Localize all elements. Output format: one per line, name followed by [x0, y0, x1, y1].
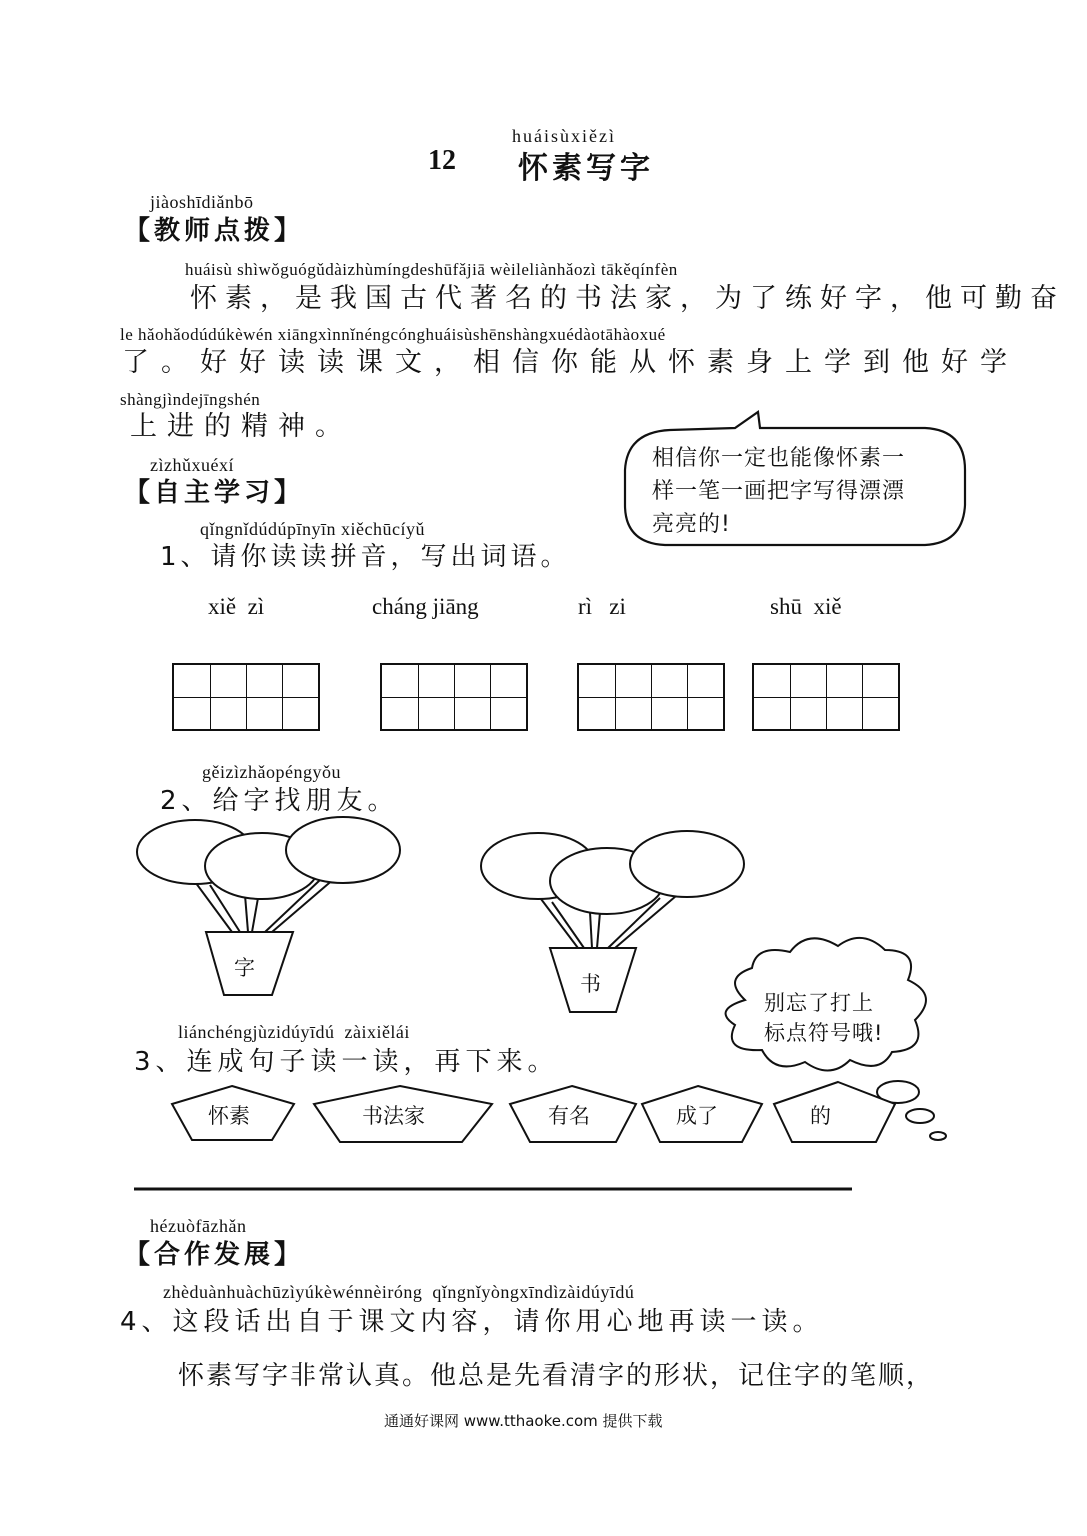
q2-pinyin: gěizìzhǎopéngyǒu [202, 762, 341, 782]
callout-encourage-line2: 样一笔一画把字写得漂漂 [652, 479, 906, 504]
word-pinyin-2: cháng jiāng [372, 594, 479, 619]
q3-text: 3、连成句子读一读，再下来。 [134, 1047, 559, 1077]
pentagon-label-5: 的 [810, 1104, 831, 1128]
writing-grid-4[interactable] [752, 663, 900, 731]
teacher-heading: 【教师点拨】 [124, 216, 305, 246]
teacher-line2: 了。好好读读课文，相信你能从怀素身上学到他好学 [122, 347, 1019, 378]
selfstudy-heading-pinyin: zìzhǔxuéxí [150, 455, 234, 475]
q2-text: 2、给字找朋友。 [160, 786, 399, 816]
pentagon-label-4: 成了 [676, 1104, 718, 1128]
cooperate-heading: 【合作发展】 [124, 1240, 305, 1270]
callout-encourage-line3: 亮亮的! [652, 512, 731, 537]
pot-label-2: 书 [580, 972, 601, 996]
thought-dot-small [930, 1132, 946, 1140]
pentagon-label-2: 书法家 [362, 1104, 425, 1128]
teacher-line1-pinyin: huáisù shìwǒguógǔdàizhùmíngdeshūfǎjiā wèileliànhǎozì tākěqínfèn [185, 260, 678, 279]
q4-text: 4、这段话出自于课文内容，请你用心地再读一读。 [120, 1307, 824, 1337]
cooperate-heading-pinyin: hézuòfāzhǎn [150, 1216, 247, 1236]
page-footer: 通通好课网 www.tthaoke.com 提供下载 [384, 1412, 663, 1430]
q1-pinyin: qǐngnǐdúdúpīnyīn xiěchūcíyǔ [200, 519, 425, 539]
teacher-line1: 怀素，是我国古代著名的书法家，为了练好字，他可勤奋 [190, 283, 1065, 314]
title-pinyin: huáisùxiězì [512, 126, 616, 146]
q1-text: 1、请你读读拼音，写出词语。 [160, 542, 571, 572]
q3-pinyin: liánchéngjùzidúyīdú zàixiělái [178, 1022, 410, 1042]
thought-dot-medium [906, 1109, 934, 1123]
selfstudy-heading: 【自主学习】 [124, 478, 305, 508]
callout-punctuation-line2: 标点符号哦! [764, 1021, 884, 1045]
word-pinyin-1: xiě zì [208, 594, 265, 619]
writing-grid-2[interactable] [380, 663, 528, 731]
tree-1-balloon-right [286, 817, 400, 883]
callout-punctuation-line1: 别忘了打上 [764, 991, 874, 1015]
page-title: 怀素写字 [518, 151, 654, 186]
teacher-line3: 上进的精神。 [130, 411, 352, 442]
lesson-number: 12 [428, 145, 456, 176]
pentagon-label-1: 怀素 [208, 1104, 250, 1128]
teacher-line3-pinyin: shàngjìndejīngshén [120, 390, 261, 409]
teacher-heading-pinyin: jiàoshīdiǎnbō [150, 192, 254, 212]
pentagon-label-3: 有名 [548, 1104, 590, 1128]
word-pinyin-3: rì zi [578, 594, 626, 619]
tree-2-balloon-right [630, 831, 744, 897]
word-pinyin-4: shū xiě [770, 594, 842, 619]
callout-encourage-line1: 相信你一定也能像怀素一 [652, 446, 906, 471]
q4-pinyin: zhèduànhuàchūzìyúkèwénnèiróng qǐngnǐyòngxīndìzàidúyīdú [163, 1282, 635, 1302]
teacher-line2-pinyin: le hǎohǎodúdúkèwén xiāngxìnnǐnéngcónghuáisùshēnshàngxuédàotāhàoxué [120, 325, 666, 344]
reading-paragraph: 怀素写字非常认真。他总是先看清字的形状，记住字的笔顺， [178, 1361, 935, 1391]
pot-label-1: 字 [234, 956, 255, 980]
writing-grid-3[interactable] [577, 663, 725, 731]
writing-grid-1[interactable] [172, 663, 320, 731]
